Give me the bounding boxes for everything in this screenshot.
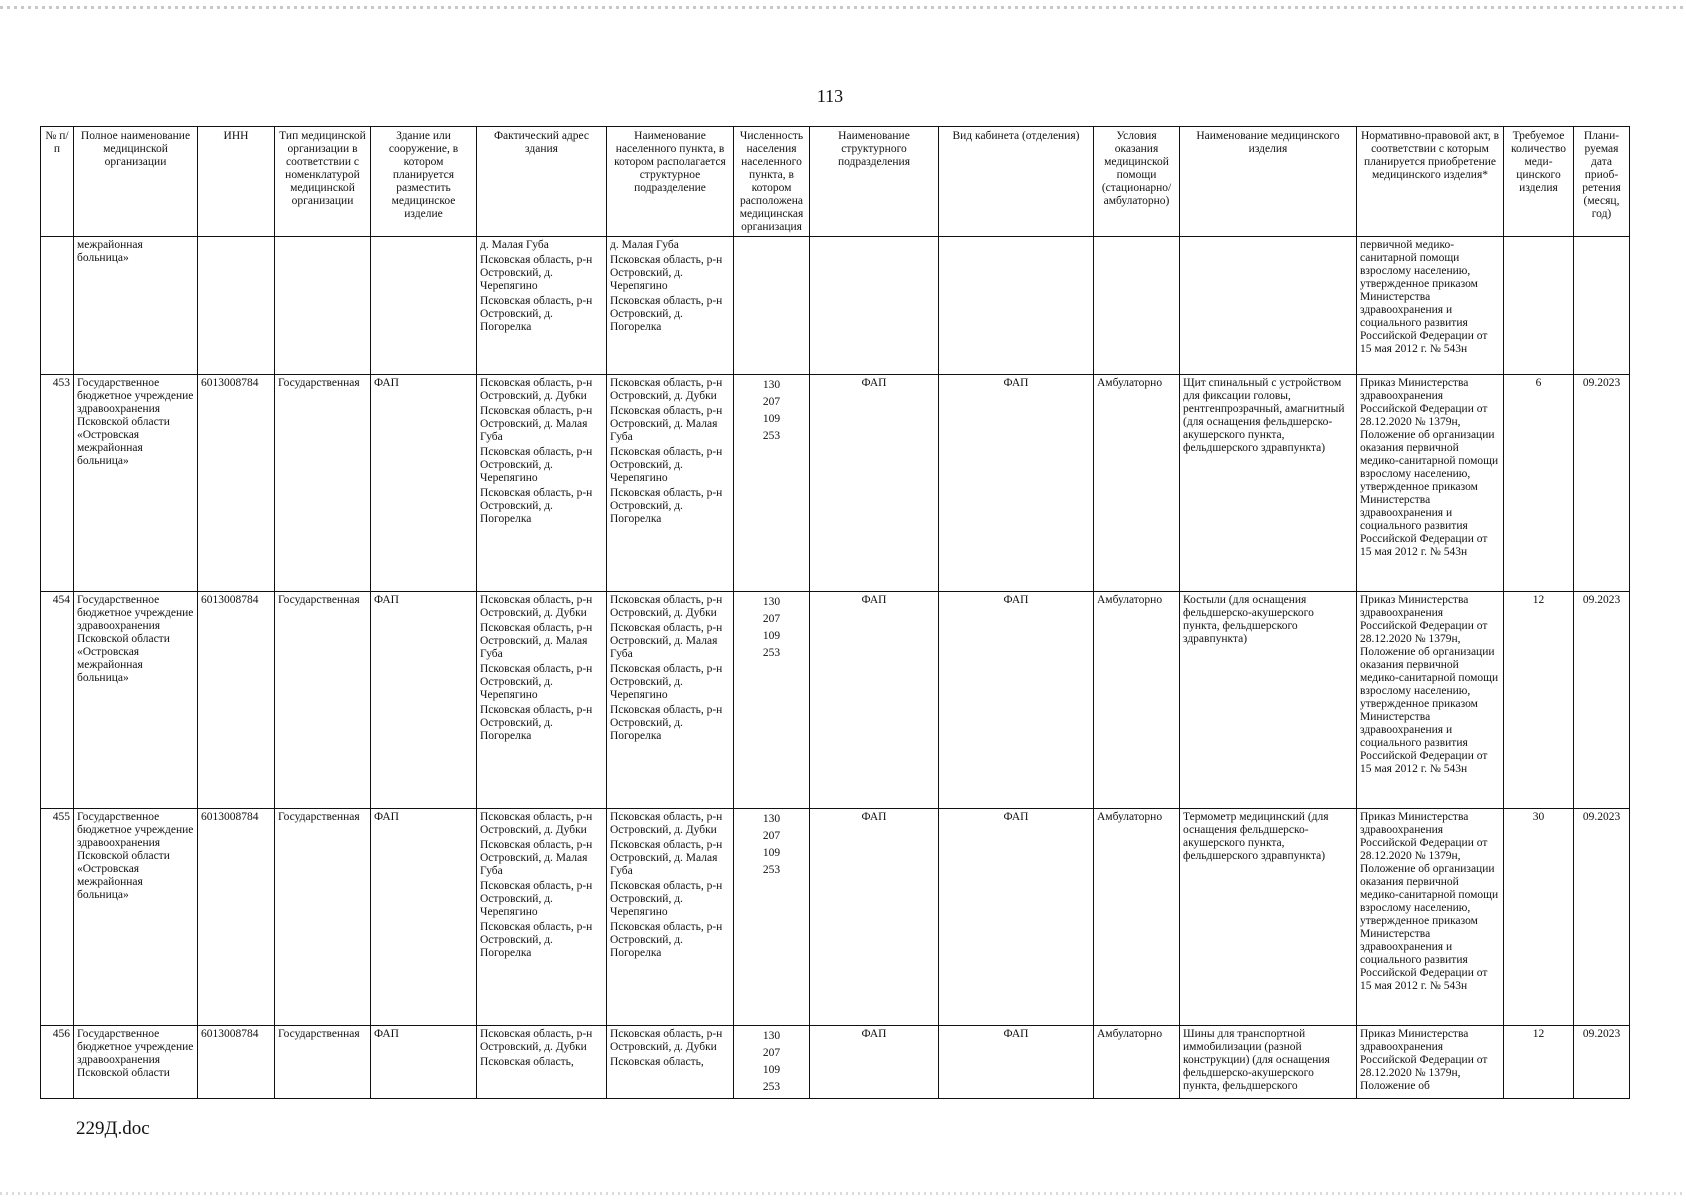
address-cell: Псковская область, р-н Островский, д. Дубки Псковская область, р-н Островский, д. Малая Губа Псковская область, р-н Островский, д. Черепягино Псковская область, р-н Островский, д. Погорелка (477, 375, 607, 592)
header-cell: Полное наименование медицинской организации (74, 127, 198, 237)
settlement-cell: Псковская область, р-н Островский, д. Дубки Псковская область, р-н Островский, д. Малая Губа Псковская область, р-н Островский, д. Черепягино Псковская область, р-н Островский, д. Погорелка (607, 592, 734, 809)
settlement-cell: Псковская область, р-н Островский, д. Дубки Псковская область, р-н Островский, д. Малая Губа Псковская область, р-н Островский, д. Черепягино Псковская область, р-н Островский, д. Погорелка (607, 809, 734, 1026)
type-cell: Государственная (275, 592, 371, 809)
header-cell: ИНН (198, 127, 275, 237)
act-cell: Приказ Министерства здравоохранения Российской Федерации от 28.12.2020 № 1379н, Положение об организации оказания первичной медико-санитарной помощи взрослому населению, утвержденное приказом Министерства здравоохранения и социального развития Российской Федерации от 15 мая 2012 г. № 543н (1357, 592, 1504, 809)
population-cell: 130 207 109 253 (734, 809, 810, 1026)
header-cell: Наименование медицинского изделия (1180, 127, 1357, 237)
header-cell: Плани- руемая дата приоб- ретения (месяц, год) (1574, 127, 1630, 237)
date-cell: 09.2023 (1574, 592, 1630, 809)
equipment-table (40, 126, 1630, 1099)
settlement-cell: Псковская область, р-н Островский, д. Дубки Псковская область, р-н Островский, д. Малая Губа Псковская область, р-н Островский, д. Черепягино Псковская область, р-н Островский, д. Погорелка (607, 375, 734, 592)
device-cell: Термометр медицинский (для оснащения фельдшерско-акушерского пункта, фельдшерского здравпункта) (1180, 809, 1357, 1026)
building-cell: ФАП (371, 809, 477, 1026)
unit-cell: ФАП (810, 809, 939, 1026)
row-number: 455 (41, 809, 74, 1026)
inn-cell: 6013008784 (198, 375, 275, 592)
device-cell: Щит спинальный с устройством для фиксации головы, рентгенпрозрачный, амагнитный (для оснащения фельдшерско-акушерского пункта, фельдшерского здравпункта) (1180, 375, 1357, 592)
org-cell: Государственное бюджетное учреждение здравоохранения Псковской области «Островская межрайонная больница» (74, 375, 198, 592)
act-cell: первичной медико-санитарной помощи взрослому населению, утвержденное приказом Министерства здравоохранения и социального развития Российской Федерации от 15 мая 2012 г. № 543н (1357, 237, 1504, 375)
building-cell: ФАП (371, 592, 477, 809)
address-cell: Псковская область, р-н Островский, д. Дубки Псковская область, (477, 1026, 607, 1099)
device-cell: Шины для транспортной иммобилизации (разной конструкции) (для оснащения фельдшерско-акушерского пункта, фельдшерского (1180, 1026, 1357, 1099)
device-cell: Костыли (для оснащения фельдшерско-акушерского пункта, фельдшерского здравпункта) (1180, 592, 1357, 809)
settlement-cell: д. Малая Губа Псковская область, р-н Островский, д. Черепягино Псковская область, р-н Островский, д. Погорелка (607, 237, 734, 375)
act-cell: Приказ Министерства здравоохранения Российской Федерации от 28.12.2020 № 1379н, Положение об организации оказания первичной медико-санитарной помощи взрослому населению, утвержденное приказом Министерства здравоохранения и социального развития Российской Федерации от 15 мая 2012 г. № 543н (1357, 375, 1504, 592)
settlement-cell: Псковская область, р-н Островский, д. Дубки Псковская область, (607, 1026, 734, 1099)
header-cell: Вид кабинета (отделения) (939, 127, 1094, 237)
header-cell: Численность населения населенного пункта, в котором расположена медицинская организация (734, 127, 810, 237)
table-header-row (41, 127, 1630, 237)
act-cell: Приказ Министерства здравоохранения Российской Федерации от 28.12.2020 № 1379н, Положение об организации оказания первичной медико-санитарной помощи взрослому населению, утвержденное приказом Министерства здравоохранения и социального развития Российской Федерации от 15 мая 2012 г. № 543н (1357, 809, 1504, 1026)
header-cell: Здание или сооружение, в котором планируется разместить медицинское изделие (371, 127, 477, 237)
table-row (41, 592, 1630, 809)
address-cell: д. Малая Губа Псковская область, р-н Островский, д. Черепягино Псковская область, р-н Островский, д. Погорелка (477, 237, 607, 375)
org-cell: Государственное бюджетное учреждение здравоохранения Псковской области «Островская межрайонная больница» (74, 592, 198, 809)
inn-cell: 6013008784 (198, 809, 275, 1026)
table-row (41, 809, 1630, 1026)
org-cell: Государственное бюджетное учреждение здравоохранения Псковской области (74, 1026, 198, 1099)
inn-cell: 6013008784 (198, 1026, 275, 1099)
population-cell: 130 207 109 253 (734, 592, 810, 809)
building-cell: ФАП (371, 1026, 477, 1099)
page-number: 113 (816, 86, 844, 106)
type-cell: Государственная (275, 375, 371, 592)
table-row (41, 375, 1630, 592)
header-cell: Требуемое количество меди- цинского изделия (1504, 127, 1574, 237)
inn-cell: 6013008784 (198, 592, 275, 809)
cabinet-cell: ФАП (939, 809, 1094, 1026)
type-cell: Государственная (275, 1026, 371, 1099)
quantity-cell: 30 (1504, 809, 1574, 1026)
conditions-cell: Амбулаторно (1094, 809, 1180, 1026)
type-cell: Государственная (275, 809, 371, 1026)
header-cell: № п/п (41, 127, 74, 237)
population-cell: 130 207 109 253 (734, 375, 810, 592)
table-row-continuation (41, 237, 1630, 375)
conditions-cell: Амбулаторно (1094, 1026, 1180, 1099)
row-number: 453 (41, 375, 74, 592)
building-cell: ФАП (371, 375, 477, 592)
date-cell: 09.2023 (1574, 1026, 1630, 1099)
header-cell: Фактический адрес здания (477, 127, 607, 237)
unit-cell: ФАП (810, 375, 939, 592)
header-cell: Тип медицинской организации в соответствии с номенклатурой медицинской организации (275, 127, 371, 237)
footer-filename: 229Д.doc (76, 1118, 150, 1139)
date-cell: 09.2023 (1574, 809, 1630, 1026)
unit-cell: ФАП (810, 1026, 939, 1099)
table-row (41, 1026, 1630, 1099)
org-cell: межрайонная больница» (74, 237, 198, 375)
address-cell: Псковская область, р-н Островский, д. Дубки Псковская область, р-н Островский, д. Малая Губа Псковская область, р-н Островский, д. Черепягино Псковская область, р-н Островский, д. Погорелка (477, 809, 607, 1026)
scan-edge-top (0, 6, 1686, 9)
row-number: 456 (41, 1026, 74, 1099)
act-cell: Приказ Министерства здравоохранения Российской Федерации от 28.12.2020 № 1379н, Положение об (1357, 1026, 1504, 1099)
cabinet-cell: ФАП (939, 592, 1094, 809)
conditions-cell: Амбулаторно (1094, 375, 1180, 592)
header-cell: Наименование структурного подразделения (810, 127, 939, 237)
org-cell: Государственное бюджетное учреждение здравоохранения Псковской области «Островская межрайонная больница» (74, 809, 198, 1026)
quantity-cell: 12 (1504, 592, 1574, 809)
cabinet-cell: ФАП (939, 1026, 1094, 1099)
address-cell: Псковская область, р-н Островский, д. Дубки Псковская область, р-н Островский, д. Малая Губа Псковская область, р-н Островский, д. Черепягино Псковская область, р-н Островский, д. Погорелка (477, 592, 607, 809)
scan-edge-bottom (0, 1192, 1686, 1195)
header-cell: Наименование населенного пункта, в котором располагается структурное подразделение (607, 127, 734, 237)
quantity-cell: 6 (1504, 375, 1574, 592)
conditions-cell: Амбулаторно (1094, 592, 1180, 809)
header-cell: Нормативно-правовой акт, в соответствии с которым планируется приобретение медицинского изделия* (1357, 127, 1504, 237)
unit-cell: ФАП (810, 592, 939, 809)
quantity-cell: 12 (1504, 1026, 1574, 1099)
header-cell: Условия оказания медицинской помощи (стационарно/ амбулаторно) (1094, 127, 1180, 237)
cabinet-cell: ФАП (939, 375, 1094, 592)
date-cell: 09.2023 (1574, 375, 1630, 592)
population-cell: 130 207 109 253 (734, 1026, 810, 1099)
row-number: 454 (41, 592, 74, 809)
